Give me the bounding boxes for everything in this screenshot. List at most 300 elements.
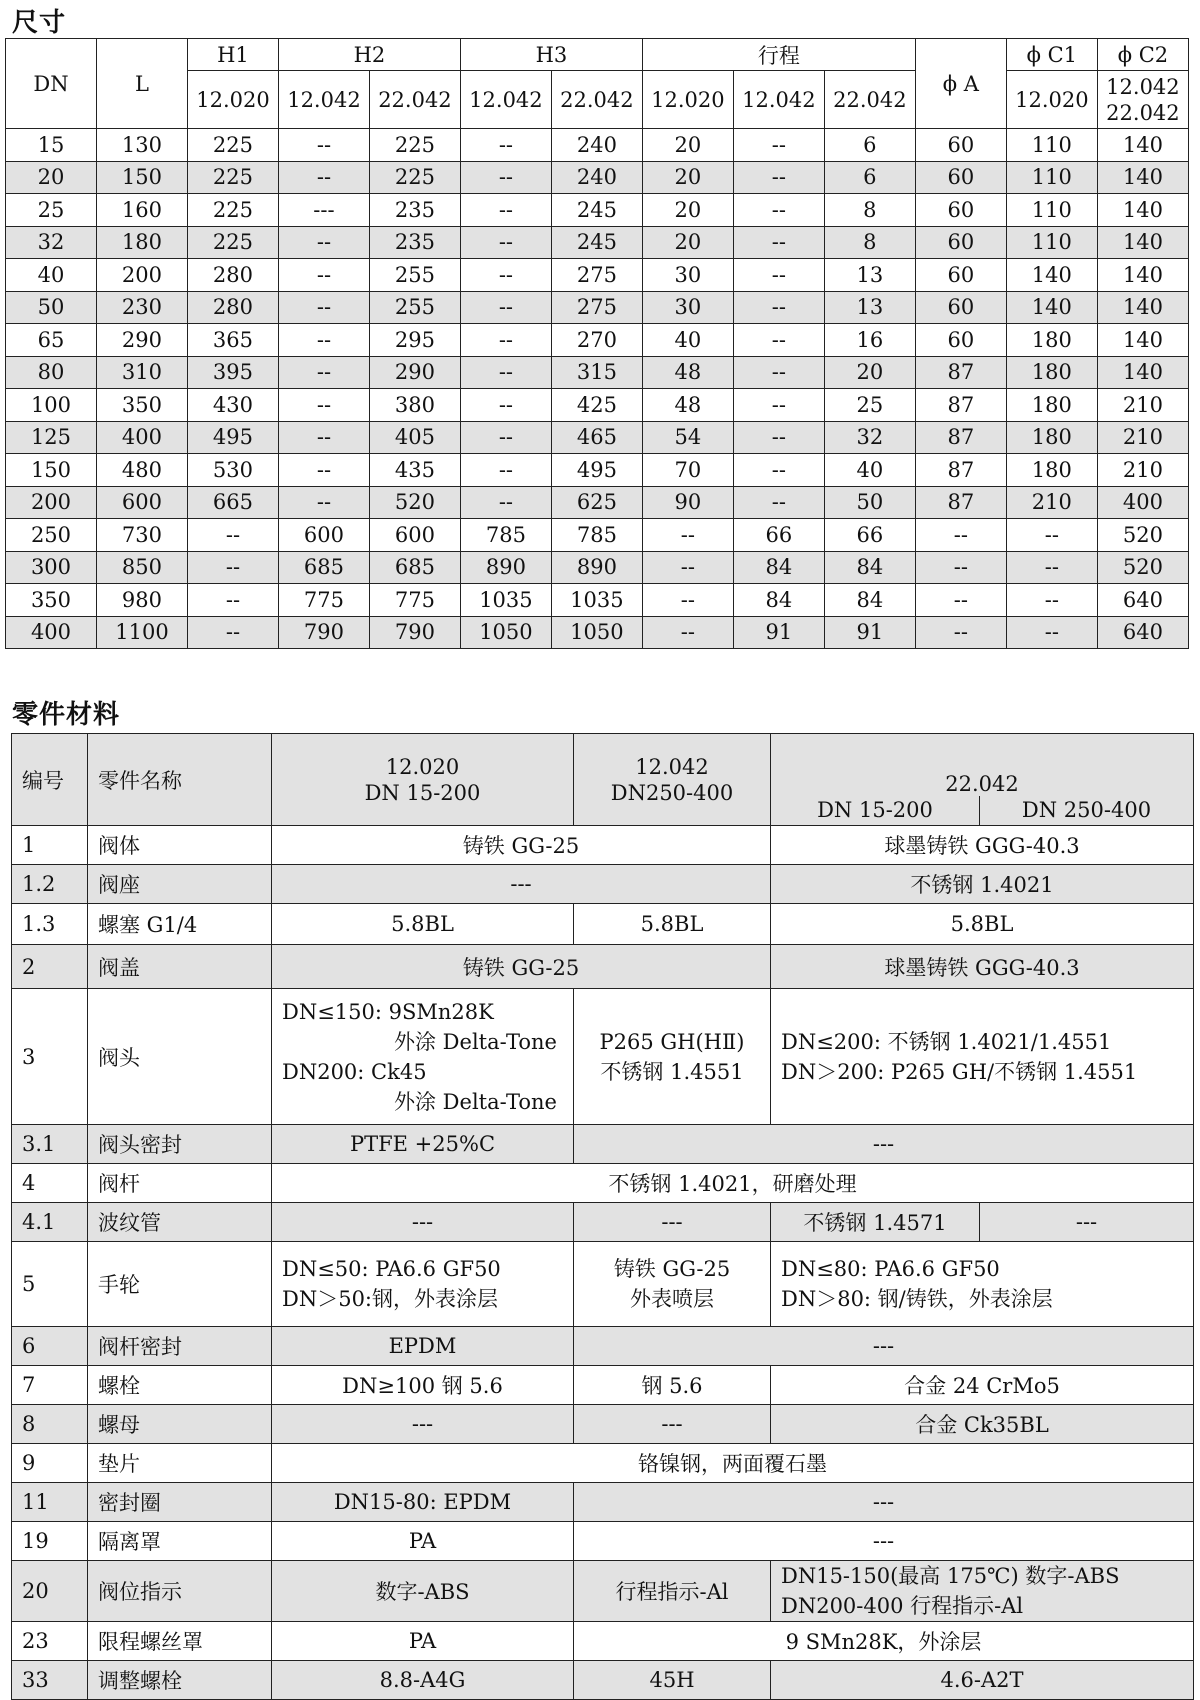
table-cell: 290 [369,356,460,389]
table-cell: -- [733,454,824,487]
table-cell: 250 [6,519,97,552]
table-row [6,519,1189,552]
header-c2-sub [1097,71,1188,129]
material-cell: 5.8BL [574,904,771,945]
table-cell: 140 [1097,226,1188,259]
header-stroke-sub1: 12.020 [642,71,733,129]
material-cell: --- [574,1203,771,1242]
material-cell: --- [574,1405,771,1444]
material-cell: 不锈钢 1.4571 [771,1203,980,1242]
table-cell: -- [460,356,551,389]
material-line: DN＞200: P265 GH/不锈钢 1.4551 [781,1059,1138,1084]
table-cell: 48 [642,389,733,422]
header-part-no: 编号 [12,734,88,826]
table-cell: 225 [369,161,460,194]
table-cell: 180 [1006,324,1097,357]
table-cell: 210 [1097,421,1188,454]
table-row [12,1125,1194,1164]
table-cell: 480 [96,454,187,487]
table-cell: 520 [1097,551,1188,584]
part-no: 7 [12,1366,88,1405]
header-h2-sub1: 12.042 [278,71,369,129]
table-cell: 785 [551,519,642,552]
table-cell: 20 [824,356,915,389]
table-cell: 225 [187,194,278,227]
table-cell: 890 [551,551,642,584]
table-cell: 180 [1006,421,1097,454]
material-line: DN200-400 行程指示-Al [781,1594,1024,1618]
table-cell: -- [733,129,824,162]
table-cell: 1050 [460,616,551,649]
part-name: 手轮 [88,1242,272,1327]
part-name: 限程螺丝罩 [88,1622,272,1661]
table-cell: 60 [915,194,1006,227]
table-cell: 140 [1006,259,1097,292]
material-cell: --- [272,1203,574,1242]
table-cell: 60 [915,129,1006,162]
header-col-12042-line2: DN250-400 [610,780,734,805]
table-cell: 730 [96,519,187,552]
material-cell: 铬镍钢，两面覆石墨 [272,1444,1194,1483]
table-row [12,865,1194,904]
material-line: 外涂 Delta-Tone [394,1029,557,1054]
table-cell: 270 [551,324,642,357]
part-name: 密封圈 [88,1483,272,1522]
table-row [12,826,1194,865]
table-cell: -- [278,129,369,162]
table-cell: 280 [187,259,278,292]
table-cell: 210 [1097,454,1188,487]
table-row [12,1405,1194,1444]
table-cell: 8 [824,226,915,259]
table-row [6,161,1189,194]
part-no: 19 [12,1522,88,1561]
table-cell: 775 [278,584,369,617]
table-cell: 70 [642,454,733,487]
dimensions-body [6,129,1189,649]
table-cell: -- [733,226,824,259]
part-name: 垫片 [88,1444,272,1483]
table-cell: 150 [6,454,97,487]
material-line: DN＞50:钢，外表涂层 [282,1287,499,1311]
material-cell: --- [574,1327,1194,1366]
table-cell: -- [460,259,551,292]
header-dn: DN [6,39,97,129]
table-cell: 315 [551,356,642,389]
table-cell: 210 [1006,486,1097,519]
table-cell: -- [642,519,733,552]
table-cell: 210 [1097,389,1188,422]
table-cell: -- [278,259,369,292]
table-cell: 180 [1006,389,1097,422]
table-cell: 785 [460,519,551,552]
table-cell: 20 [642,129,733,162]
table-cell: 13 [824,291,915,324]
table-cell: -- [278,324,369,357]
table-cell: 20 [642,161,733,194]
table-cell: 365 [187,324,278,357]
table-cell: 90 [642,486,733,519]
table-cell: 13 [824,259,915,292]
table-cell: 255 [369,291,460,324]
table-cell: 225 [187,161,278,194]
part-no: 8 [12,1405,88,1444]
dimensions-title: 尺寸 [12,8,67,38]
material-cell: --- [272,1405,574,1444]
header-col-22042-sub2: DN 250-400 [980,796,1194,826]
table-cell: -- [187,519,278,552]
table-cell: -- [733,389,824,422]
table-cell: -- [460,454,551,487]
header-h2-sub2: 22.042 [369,71,460,129]
table-row [12,1164,1194,1203]
table-cell: 50 [824,486,915,519]
table-cell: -- [733,259,824,292]
table-row [6,454,1189,487]
table-cell: 775 [369,584,460,617]
table-cell: 100 [6,389,97,422]
table-cell: 30 [642,291,733,324]
material-cell: --- [574,1125,1194,1164]
material-cell [272,1242,574,1327]
header-h1-sub: 12.020 [187,71,278,129]
table-cell: 20 [642,226,733,259]
table-cell: 110 [1006,194,1097,227]
table-cell: 16 [824,324,915,357]
material-cell: --- [574,1522,1194,1561]
material-cell: 行程指示-Al [574,1561,771,1622]
material-cell: 9 SMn28K，外涂层 [574,1622,1194,1661]
table-cell: -- [460,389,551,422]
table-cell: -- [642,616,733,649]
part-name: 阀头密封 [88,1125,272,1164]
material-cell [574,989,771,1125]
table-cell: 25 [6,194,97,227]
material-line: DN≤200: 不锈钢 1.4021/1.4551 [781,1029,1112,1054]
table-row [6,129,1189,162]
table-cell: 48 [642,356,733,389]
header-phi-c1: ϕ C1 [1006,39,1097,71]
table-cell: 235 [369,194,460,227]
materials-table [11,733,1194,1700]
header-h2: H2 [278,39,460,71]
header-phi-c2: ϕ C2 [1097,39,1188,71]
material-line: DN≤80: PA6.6 GF50 [781,1257,1000,1281]
header-stroke: 行程 [642,39,915,71]
material-line: DN≤150: 9SMn28K [282,999,494,1024]
part-name: 阀杆密封 [88,1327,272,1366]
header-part-name: 零件名称 [88,734,272,826]
part-name: 阀头 [88,989,272,1125]
part-name: 阀位指示 [88,1561,272,1622]
table-cell: -- [915,519,1006,552]
part-no: 1.3 [12,904,88,945]
material-line: DN＞80: 钢/铸铁，外表涂层 [781,1287,1053,1311]
table-row [12,989,1194,1125]
table-cell: -- [733,356,824,389]
header-phi-a: ϕ A [915,39,1006,129]
table-cell: 295 [369,324,460,357]
table-cell: 87 [915,454,1006,487]
material-cell: 球墨铸铁 GGG-40.3 [771,826,1194,865]
part-no: 33 [12,1661,88,1700]
header-col-12020-line1: 12.020 [385,754,460,779]
material-cell [771,1242,1194,1327]
header-h3-sub2: 22.042 [551,71,642,129]
material-cell: DN15-80: EPDM [272,1483,574,1522]
part-name: 隔离罩 [88,1522,272,1561]
table-cell: 225 [187,129,278,162]
table-cell: 255 [369,259,460,292]
table-cell: 685 [369,551,460,584]
material-cell: 合金 24 CrMo5 [771,1366,1194,1405]
table-cell: 66 [733,519,824,552]
table-cell: 1050 [551,616,642,649]
table-cell: 84 [824,584,915,617]
table-cell: -- [278,356,369,389]
table-cell: 110 [1006,226,1097,259]
header-c2-sub-line2: 22.042 [1106,100,1180,125]
part-no: 2 [12,945,88,989]
table-cell: 60 [915,226,1006,259]
table-cell: 180 [1006,454,1097,487]
table-cell: 50 [6,291,97,324]
table-cell: 240 [551,129,642,162]
table-cell: 180 [1006,356,1097,389]
table-cell: -- [1006,584,1097,617]
table-row [6,389,1189,422]
table-row [12,1366,1194,1405]
table-cell: 91 [733,616,824,649]
table-cell: -- [278,389,369,422]
part-name: 螺塞 G1/4 [88,904,272,945]
table-cell: 20 [6,161,97,194]
table-cell: -- [187,616,278,649]
table-cell: 140 [1097,161,1188,194]
material-cell: 球墨铸铁 GGG-40.3 [771,945,1194,989]
part-no: 5 [12,1242,88,1327]
table-cell: 400 [96,421,187,454]
header-h3: H3 [460,39,642,71]
table-cell: 640 [1097,616,1188,649]
material-cell: DN≥100 钢 5.6 [272,1366,574,1405]
table-cell: -- [278,486,369,519]
table-cell: --- [278,194,369,227]
table-cell: 60 [915,259,1006,292]
table-cell: 350 [6,584,97,617]
table-cell: 980 [96,584,187,617]
table-cell: 140 [1097,194,1188,227]
table-row [12,1522,1194,1561]
table-cell: -- [278,161,369,194]
table-cell: 685 [278,551,369,584]
material-cell: 不锈钢 1.4021 [771,865,1194,904]
table-cell: 520 [1097,519,1188,552]
part-name: 阀杆 [88,1164,272,1203]
table-row [6,226,1189,259]
table-cell: 30 [642,259,733,292]
table-cell: 8 [824,194,915,227]
table-row [12,1327,1194,1366]
part-name: 阀体 [88,826,272,865]
table-cell: 87 [915,421,1006,454]
table-cell: 40 [642,324,733,357]
material-line: 铸铁 GG-25 [613,1257,731,1281]
table-cell: -- [733,291,824,324]
table-cell: 20 [642,194,733,227]
table-row [6,421,1189,454]
table-cell: 520 [369,486,460,519]
table-row [6,324,1189,357]
table-cell: 430 [187,389,278,422]
table-cell: 600 [278,519,369,552]
table-row [12,1661,1194,1700]
table-cell: 80 [6,356,97,389]
part-name: 阀盖 [88,945,272,989]
table-cell: 110 [1006,129,1097,162]
table-cell: 84 [824,551,915,584]
header-col-12020-line2: DN 15-200 [364,780,481,805]
table-cell: 91 [824,616,915,649]
table-cell: 40 [824,454,915,487]
material-cell: EPDM [272,1327,574,1366]
table-cell: 140 [1097,324,1188,357]
table-cell: 40 [6,259,97,292]
material-cell: --- [272,865,771,904]
material-cell: PTFE +25%C [272,1125,574,1164]
header-col-12042 [574,734,771,826]
table-cell: 280 [187,291,278,324]
table-cell: 140 [1097,291,1188,324]
material-line: 不锈钢 1.4551 [600,1059,744,1084]
table-cell: 15 [6,129,97,162]
part-name: 调整螺栓 [88,1661,272,1700]
table-cell: 245 [551,194,642,227]
table-row [6,486,1189,519]
table-cell: 140 [1097,129,1188,162]
header-h3-sub1: 12.042 [460,71,551,129]
materials-title: 零件材料 [12,700,121,730]
table-cell: 125 [6,421,97,454]
table-cell: 300 [6,551,97,584]
header-c1-sub: 12.020 [1006,71,1097,129]
material-line: DN≤50: PA6.6 GF50 [282,1257,501,1281]
table-cell: 65 [6,324,97,357]
table-cell: 275 [551,291,642,324]
table-cell: 290 [96,324,187,357]
table-cell: -- [278,421,369,454]
table-row [6,194,1189,227]
dimensions-table [5,38,1189,649]
part-no: 1 [12,826,88,865]
table-cell: 1035 [551,584,642,617]
table-cell: -- [1006,519,1097,552]
header-col-22042-sub1: DN 15-200 [771,796,980,826]
table-cell: -- [733,421,824,454]
table-row [12,1483,1194,1522]
table-cell: 140 [1097,259,1188,292]
table-cell: -- [733,161,824,194]
table-cell: -- [1006,551,1097,584]
table-cell: 850 [96,551,187,584]
table-cell: 235 [369,226,460,259]
material-cell: PA [272,1622,574,1661]
table-cell: 230 [96,291,187,324]
material-cell: --- [980,1203,1194,1242]
table-cell: 310 [96,356,187,389]
table-cell: -- [460,129,551,162]
table-cell: 380 [369,389,460,422]
material-line: 外涂 Delta-Tone [394,1089,557,1114]
table-cell: 625 [551,486,642,519]
part-name: 阀座 [88,865,272,904]
part-no: 3.1 [12,1125,88,1164]
table-cell: 600 [96,486,187,519]
material-cell: 45H [574,1661,771,1700]
table-cell: -- [460,226,551,259]
table-cell: 435 [369,454,460,487]
table-cell: 25 [824,389,915,422]
table-cell: 160 [96,194,187,227]
table-cell: 1100 [96,616,187,649]
table-cell: 150 [96,161,187,194]
table-cell: 140 [1006,291,1097,324]
table-cell: 465 [551,421,642,454]
table-cell: 790 [369,616,460,649]
table-cell: 84 [733,584,824,617]
material-line: 外表喷层 [630,1287,714,1311]
table-cell: -- [915,584,1006,617]
part-no: 1.2 [12,865,88,904]
header-col-12020 [272,734,574,826]
material-cell: 数字-ABS [272,1561,574,1622]
material-line: DN15-150(最高 175℃) 数字-ABS [781,1564,1120,1588]
table-row [12,904,1194,945]
table-cell: -- [915,551,1006,584]
table-cell: 6 [824,161,915,194]
material-cell [771,1561,1194,1622]
part-no: 11 [12,1483,88,1522]
material-cell: 铸铁 GG-25 [272,945,771,989]
table-cell: 32 [6,226,97,259]
table-cell: 395 [187,356,278,389]
table-cell: 600 [369,519,460,552]
table-cell: -- [460,421,551,454]
table-cell: 1035 [460,584,551,617]
table-cell: -- [733,324,824,357]
table-cell: 495 [187,421,278,454]
table-cell: 32 [824,421,915,454]
table-cell: 6 [824,129,915,162]
header-col-22042: 22.042 [771,734,1194,796]
part-no: 3 [12,989,88,1125]
table-cell: -- [460,161,551,194]
part-no: 4.1 [12,1203,88,1242]
table-row [6,259,1189,292]
table-cell: 84 [733,551,824,584]
table-cell: -- [460,486,551,519]
header-h1: H1 [187,39,278,71]
table-cell: 225 [369,129,460,162]
material-cell: 合金 Ck35BL [771,1405,1194,1444]
part-name: 螺母 [88,1405,272,1444]
header-stroke-sub2: 12.042 [733,71,824,129]
table-row [12,1622,1194,1661]
material-cell: 5.8BL [771,904,1194,945]
table-cell: 87 [915,486,1006,519]
table-cell: 200 [6,486,97,519]
part-no: 9 [12,1444,88,1483]
